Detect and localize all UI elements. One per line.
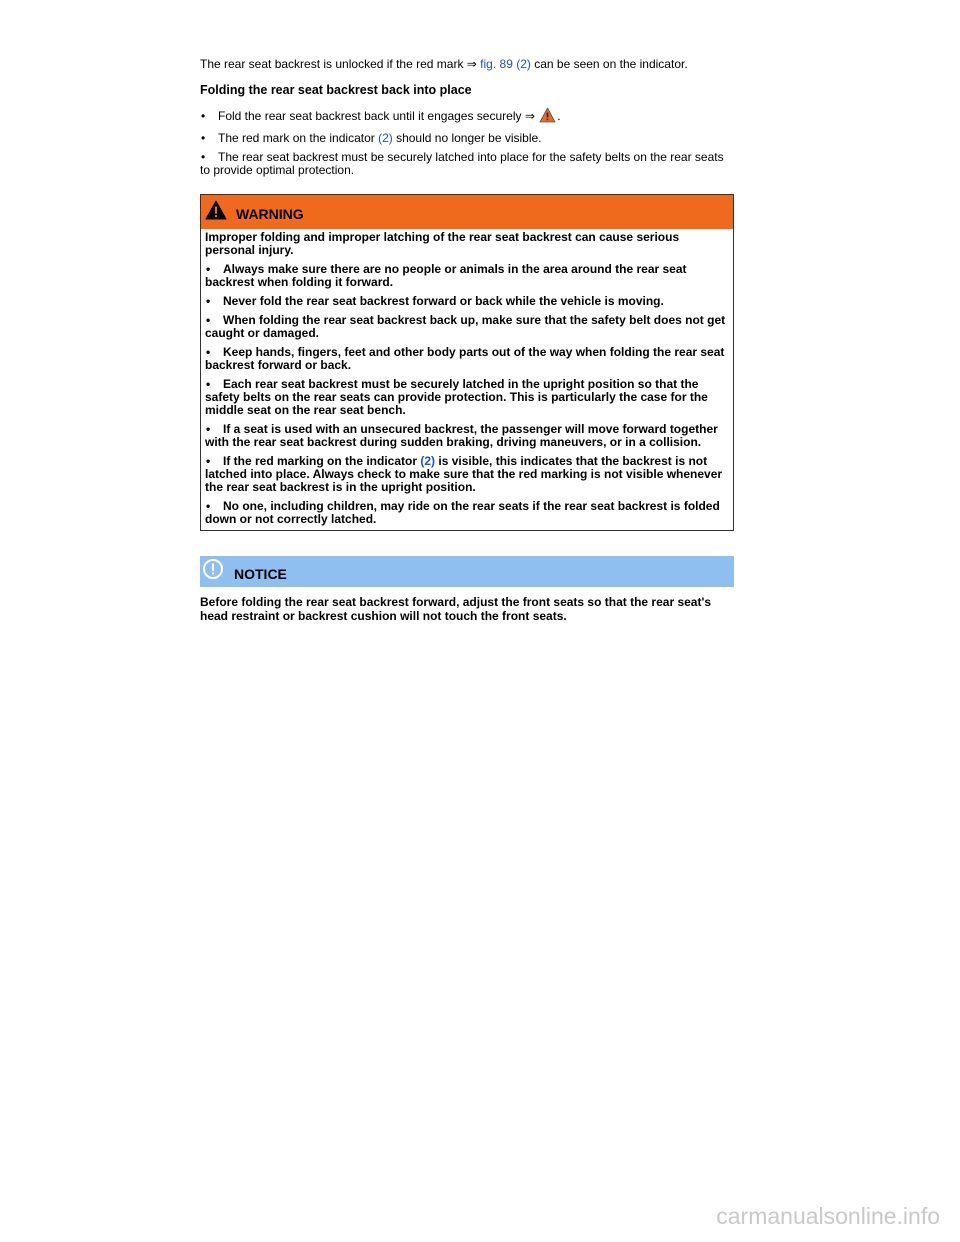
bullet: • — [201, 150, 206, 164]
warning-item — [205, 423, 729, 449]
warning-body — [201, 229, 733, 530]
warning-item-text: Each rear seat backrest must be securely latched in the upright position so that the safety belts on the rear seats can provide protection. This is particularly the case for the middle seat on the rear seat bench. — [205, 377, 708, 417]
warning-item-text-end: is visible, this indicates that the backrest is not latched into place. Always check to make sure that the red marking is not visible whenever the rear seat backrest is in the upright position. — [205, 454, 723, 494]
warning-header — [201, 195, 733, 229]
figure-link[interactable]: fig. 89 (2) — [480, 57, 531, 71]
list-item — [200, 132, 734, 145]
bullet: • — [206, 377, 211, 391]
warning-item-text: No one, including children, may ride on the rear seats if the rear seat backrest is folded down or not correctly latched. — [205, 499, 720, 526]
watermark: carmanualsonline.info — [716, 1203, 940, 1229]
steps-list — [200, 107, 734, 177]
bullet: • — [206, 499, 211, 513]
warning-item — [205, 314, 729, 340]
notice-header — [200, 556, 734, 587]
warning-title: WARNING — [236, 206, 304, 222]
warning-triangle-icon — [205, 200, 227, 225]
list-item — [200, 151, 734, 177]
notice-title: NOTICE — [234, 565, 287, 582]
bullet: • — [206, 422, 211, 436]
warning-item — [205, 500, 729, 526]
bullet: • — [206, 294, 211, 308]
warning-item — [205, 295, 729, 308]
bullet: • — [201, 131, 206, 145]
step-text-end: . — [557, 109, 561, 123]
bullet: • — [206, 313, 211, 327]
manual-page — [200, 57, 734, 623]
warning-item — [205, 455, 729, 494]
step-text: The rear seat backrest must be securely latched into place for the safety belts on the rear seats to provide optimal protection. — [200, 150, 724, 177]
indicator-link[interactable]: (2) — [420, 454, 436, 468]
warning-item-text: Always make sure there are no people or animals in the area around the rear seat backrest when folding it forward. — [205, 262, 687, 289]
warning-item-text: If the red marking on the indicator — [223, 454, 421, 468]
step-text: The red mark on the indicator — [218, 131, 379, 145]
warning-item — [205, 263, 729, 289]
notice-exclamation-icon — [202, 558, 224, 585]
bullet: • — [201, 109, 206, 123]
step-text-end: should no longer be visible. — [392, 131, 542, 145]
bullet: • — [206, 454, 211, 468]
indicator-link[interactable]: (2) — [378, 131, 393, 145]
warning-item-text: Never fold the rear seat backrest forward or back while the vehicle is moving. — [223, 294, 664, 308]
warning-item-text: If a seat is used with an unsecured backrest, the passenger will move forward together with the rear seat backrest during sudden braking, driving maneuvers, or in a collision. — [205, 422, 718, 449]
intro-text-before: The rear seat backrest is unlocked if the red mark ⇒ — [200, 57, 481, 71]
warning-item — [205, 346, 729, 372]
warning-item-text: Keep hands, fingers, feet and other body parts out of the way when folding the rear seat backrest forward or back. — [205, 345, 725, 372]
warning-item — [205, 378, 729, 417]
step-text: Fold the rear seat backrest back until it engages securely ⇒ — [218, 109, 539, 123]
bullet: • — [206, 345, 211, 359]
notice-text: Before folding the rear seat backrest forward, adjust the front seats so that the rear seat's head restraint or backrest cushion will not touch the front seats. — [200, 595, 711, 623]
bullet: • — [206, 262, 211, 276]
intro-paragraph — [200, 57, 734, 71]
intro-text-after: can be seen on the indicator. — [530, 57, 688, 71]
section-title: Folding the rear seat backrest back into place — [200, 83, 472, 97]
warning-intro: Improper folding and improper latching of the rear seat backrest can cause serious personal injury. — [205, 230, 680, 257]
warning-triangle-icon[interactable] — [539, 107, 556, 126]
list-item — [200, 107, 734, 126]
warning-box — [200, 194, 734, 531]
warning-item-text: When folding the rear seat backrest back up, make sure that the safety belt does not get caught or damaged. — [205, 313, 726, 340]
